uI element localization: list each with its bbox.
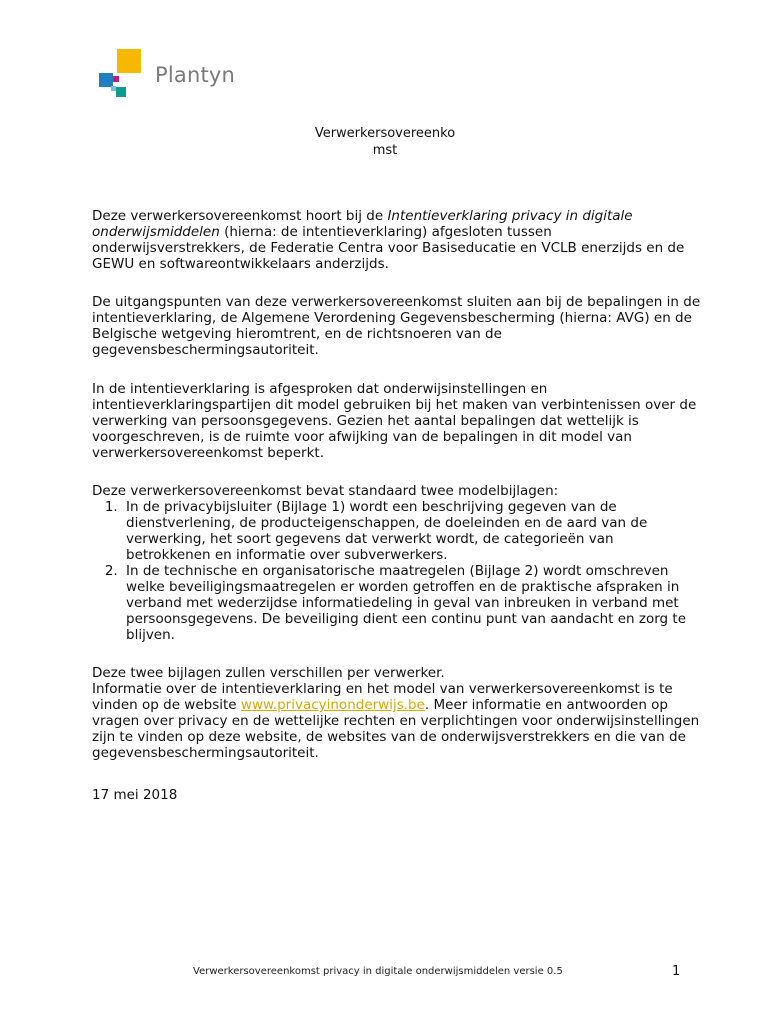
- paragraph-uitgangspunten: De uitgangspunten van deze verwerkersovereenkomst sluiten aan bij de bepalingen in de intentieverklaring, de Algemene Verordening Gegevensbescherming (hierna: AVG) en de Belgische wetgeving hieromtrent, en de richtsnoeren van de gegevensbeschermingsautoriteit.: [92, 294, 701, 358]
- modelbijlagen-list: [92, 499, 702, 643]
- title-line-2: mst: [372, 143, 398, 158]
- logo-text: Plantyn: [155, 63, 236, 87]
- info-text-a: Informatie over de intentieverklaring en het model van verwerkersovereenkomst is te vinden op de website: [92, 681, 673, 713]
- page-number: 1: [672, 964, 681, 979]
- paragraph-intentieverklaring: In de intentieverklaring is afgesproken dat onderwijsinstellingen en intentieverklaringspartijen dit model gebruiken bij het maken van verbintenissen over de verwerking van persoonsgegevens. Gezien het aantal bepalingen dat wettelijk is voorgeschreven, is de ruimte voor afwijking van de bepalingen in dit model van verwerkersovereenkomst beperkt.: [92, 381, 697, 461]
- info-text-b: . Meer informatie en antwoorden op vragen over privacy en de wettelijke rechten en verplichtingen voor onderwijsinstellingen zijn te vinden op deze website, de websites van de onderwijsverstrekkers en die van de gegevensbeschermingsautoriteit.: [92, 697, 700, 761]
- document-title: [0, 125, 770, 159]
- plantyn-logo-mark: [99, 49, 151, 101]
- privacyinonderwijs-link[interactable]: www.privacyinonderwijs.be: [240, 697, 425, 713]
- paragraph-informatie: [92, 681, 702, 761]
- intro-italic-title: Intentieverklaring privacy in digitale onderwijsmiddelen: [92, 208, 633, 240]
- page-footer: Verwerkersovereenkomst privacy in digitale onderwijsmiddelen versie 0.5: [193, 966, 563, 977]
- document-date: 17 mei 2018: [92, 787, 178, 803]
- paragraph-intro: [92, 208, 702, 272]
- intro-text-b: (hierna: de intentieverklaring) afgesloten tussen onderwijsverstrekkers, de Federatie Centra voor Basiseducatie en VCLB enerzijds en de GEWU en softwareontwikkelaars anderzijds.: [92, 224, 685, 272]
- plantyn-logo: [99, 49, 249, 101]
- document-body: [92, 208, 702, 803]
- list-intro: Deze verwerkersovereenkomst bevat standaard twee modelbijlagen:: [92, 483, 559, 499]
- paragraph-bijlagen: Deze twee bijlagen zullen verschillen per verwerker.: [92, 665, 445, 681]
- title-line-1: Verwerkersovereenko: [314, 126, 456, 141]
- list-item: 1. In de privacybijsluiter (Bijlage 1) wordt een beschrijving gegeven van de dienstverlening, de producteigenschappen, de doeleinden en de aard van de verwerking, het soort gegevens dat verwerkt wordt, de categorieën van betrokkenen en informatie over subverwerkers.: [122, 499, 702, 563]
- list-item: 2. In de technische en organisatorische maatregelen (Bijlage 2) wordt omschreven welke beveiligingsmaatregelen er worden getroffen en de praktische afspraken in verband met wederzijdse informatiedeling in geval van inbreuken in verband met persoonsgegevens. De beveiliging dient een continu punt van aandacht en zorg te blijven.: [122, 563, 702, 643]
- intro-text-a: Deze verwerkersovereenkomst hoort bij de: [92, 208, 388, 224]
